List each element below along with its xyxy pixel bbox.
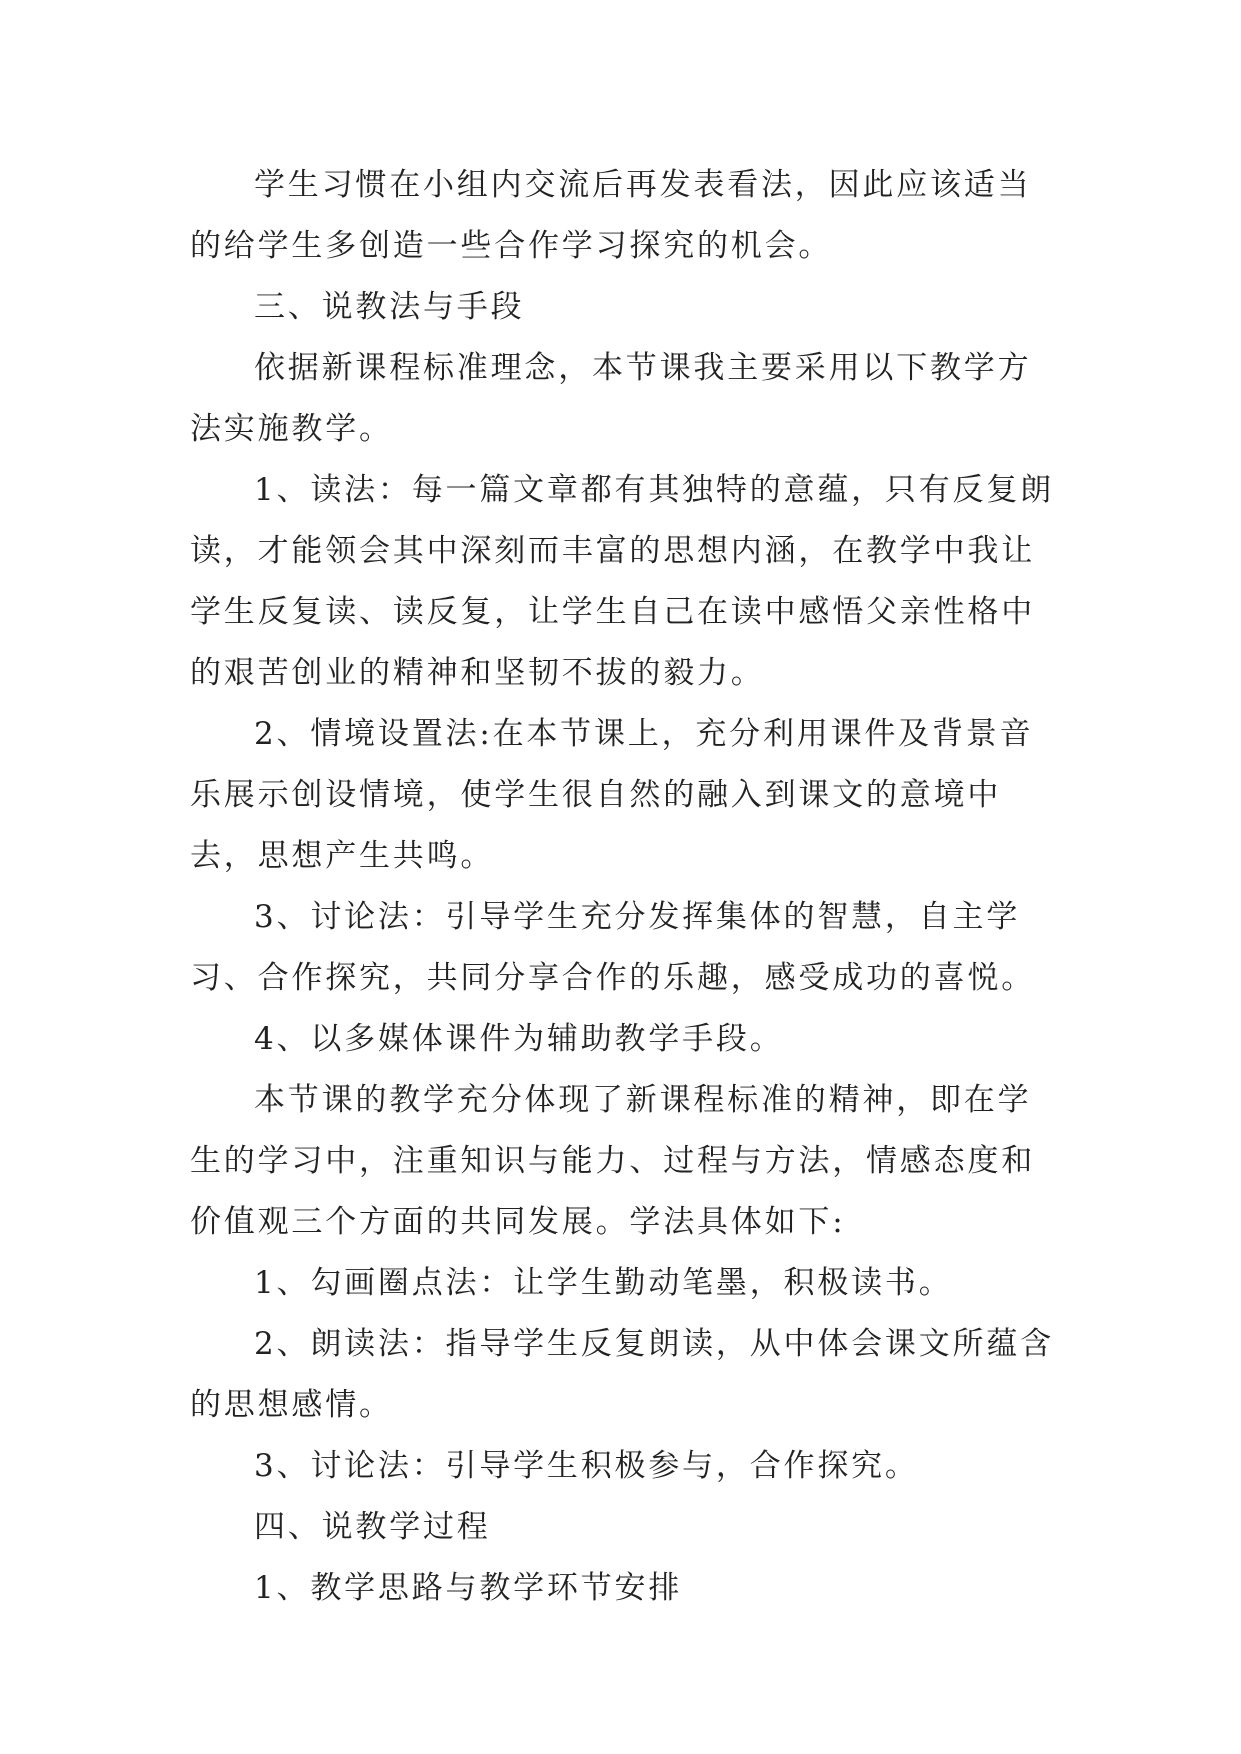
paragraph-read-aloud-method: 2、朗读法：指导学生反复朗读，从中体会课文所蕴含的思想感情。: [190, 1326, 1054, 1423]
section-heading-teaching-process: 四、说教学过程: [254, 1509, 491, 1545]
paragraph-teaching-outline: 1、教学思路与教学环节安排: [254, 1570, 683, 1606]
paragraph-annotation-method: 1、勾画圈点法：让学生勤动笔墨，积极读书。: [254, 1265, 953, 1301]
section-heading-teaching-methods: 三、说教法与手段: [254, 289, 525, 325]
paragraph-learning-methods-intro: 本节课的教学充分体现了新课程标准的精神，即在学生的学习中，注重知识与能力、过程与方法，情感态度和价值观三个方面的共同发展。学法具体如下:: [190, 1082, 1035, 1240]
paragraph-cooperative-learning: 学生习惯在小组内交流后再发表看法，因此应该适当的给学生多创造一些合作学习探究的机会。: [190, 167, 1032, 264]
paragraph-discussion-method: 3、讨论法：引导学生充分发挥集体的智慧，自主学习、合作探究，共同分享合作的乐趣，感受成功的喜悦。: [190, 899, 1035, 996]
paragraph-methods-intro: 依据新课程标准理念，本节课我主要采用以下教学方法实施教学。: [190, 350, 1032, 447]
paragraph-multimedia-method: 4、以多媒体课件为辅助教学手段。: [254, 1021, 784, 1057]
paragraph-reading-method: 1、读法：每一篇文章都有其独特的意蕴，只有反复朗读，才能领会其中深刻而丰富的思想内涵，在教学中我让学生反复读、读反复，让学生自己在读中感悟父亲性格中的艰苦创业的精神和坚韧不拔的毅力。: [190, 472, 1054, 691]
document-body: [190, 155, 1060, 1619]
paragraph-situation-method: 2、情境设置法:在本节课上，充分利用课件及背景音乐展示创设情境，使学生很自然的融入到课文的意境中去，思想产生共鸣。: [190, 716, 1034, 874]
paragraph-discussion-learning: 3、讨论法：引导学生积极参与，合作探究。: [254, 1448, 919, 1484]
